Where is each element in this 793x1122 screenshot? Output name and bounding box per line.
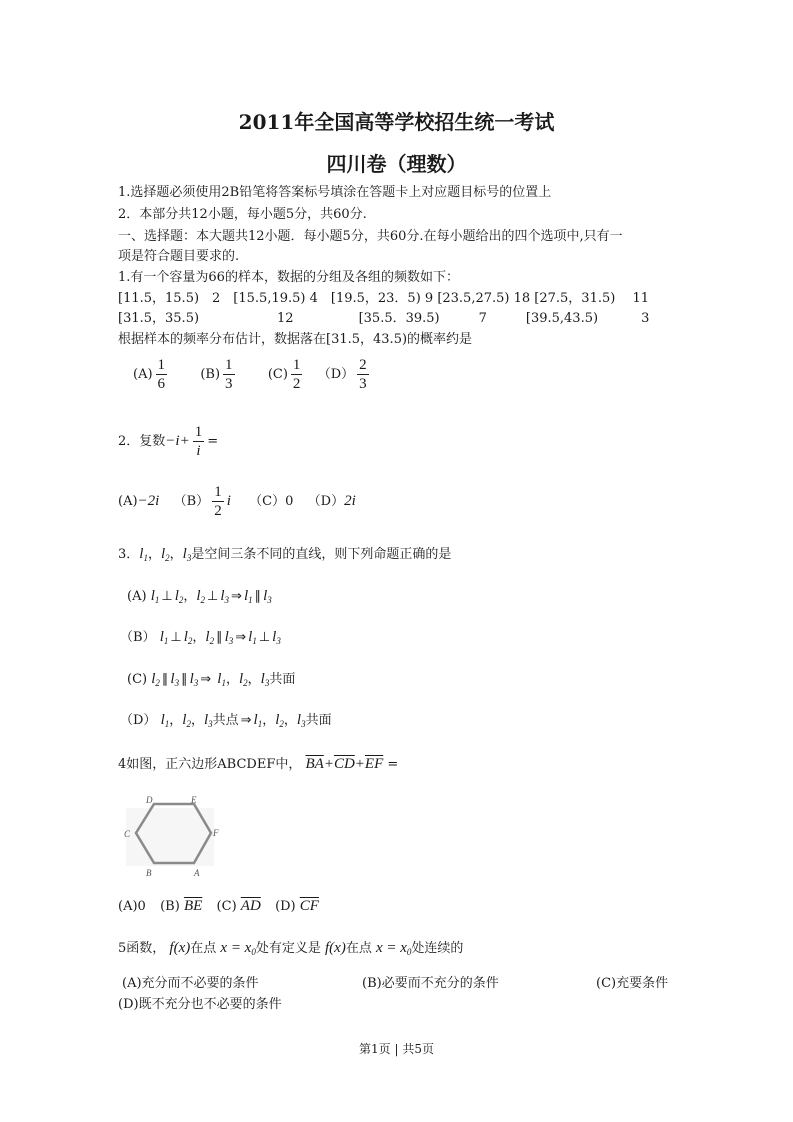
q2-option-b: （B） $\frac{1}{2}$ i [173,484,231,519]
intro-line-4: 项是符合题目要求的. [118,249,240,264]
q2-option-a: (A)−2i [118,493,160,509]
q3-stem: 3．$l_1$，$l_2$，$l_3$是空间三条不同的直线，则下列命题正确的是 [118,546,452,563]
q1-ask: 根据样本的频率分布估计，数据落在[31.5，43.5)的概率约是 [118,332,473,347]
intro-line-3: 一、选择题：本大题共12小题．每小题5分，共60分.在每小题给出的四个选项中,只有一 [118,229,623,244]
q2-option-d: （D）2i [307,493,356,509]
q3-option-a: (A) $l_1$ ⊥ $l_2$，$l_2$ ⊥ $l_3$ ⇒ $l_1$ ∥ $l_3$ [127,588,272,605]
q4-option-c: (C) $\overline{AD}$ [216,898,261,914]
q1-stem: 1.有一个容量为66的样本，数据的分组及各组的频数如下： [118,270,459,285]
q1-data-row-1: [11.5，15.5) 2 [15.5,19.5) 4 [19.5，23．5) 9 [23.5,27.5) 18 [27.5，31.5) 11 [118,291,649,306]
intro-line-1: 1.选择题必须使用2B铅笔将答案标号填涂在答题卡上对应题目标号的位置上 [118,185,552,200]
page-footer: 第1页 | 共5页 [359,1042,434,1056]
q2-options [118,483,356,520]
q2-stem: 2．复数−i+ $\frac{1}{i}$ = [118,424,219,459]
q2-option-c: （C）0 [249,494,294,509]
q3-option-b: （B） $l_1$ ⊥ $l_2$，$l_2$ ∥ $l_3$ ⇒ $l_1$ ⊥ $l_3$ [120,629,281,646]
hex-label-d: D [146,795,153,805]
q4-option-b: (B) $\overline{BE}$ [160,898,203,914]
hexagon-figure [114,792,226,880]
q4-option-a: (A)0 [118,899,146,914]
hex-label-b: B [146,868,152,878]
q1-options [133,356,372,393]
q4-options [118,898,319,915]
q5-stem: 5函数， f(x)在点 $x = x_0$处有定义是 f(x)在点 $x = x_0$处连续的 [118,940,464,957]
intro-line-2: 2．本部分共12小题，每小题5分，共60分. [118,207,367,222]
q5-option-c: (C)充要条件 [596,976,669,991]
q5-option-b: (B)必要而不充分的条件 [362,976,499,991]
exam-subtitle: 四川卷（理数） [326,152,467,176]
hex-label-e: E [191,795,197,805]
q4-stem: 4如图，正六边形ABCDEF中， $\overline{BA}+\overline{CD}+\overline{EF}$ = [118,756,399,772]
hex-label-a: A [194,868,200,878]
q5-option-a: (A)充分而不必要的条件 [122,976,259,991]
hex-label-c: C [124,829,131,839]
q4-option-d: (D) $\overline{CF}$ [275,898,319,914]
q1-option-a: (A) $\frac{1}{6}$ [133,357,166,392]
q1-option-d: （D） $\frac{2}{3}$ [317,357,367,392]
q1-data-row-2: [31.5，35.5) 12 [35.5．39.5) 7 [39.5,43.5) 3 [118,311,650,326]
exam-title: 2011年全国高等学校招生统一考试 [238,110,555,134]
q3-option-d: （D） $l_1$，$l_2$，$l_3$共点 ⇒ $l_1$，$l_2$，$l_3$共面 [120,712,332,729]
q5-option-d: (D)既不充分也不必要的条件 [118,997,282,1012]
q1-option-c: (C) $\frac{1}{2}$ [267,357,301,392]
q1-option-b: (B) $\frac{1}{3}$ [200,357,233,392]
q3-option-c: (C) $l_2$ ∥ $l_3$ ∥ $l_3$ ⇒ $l_1$，$l_2$，$l_3$共面 [127,671,296,688]
hex-label-f: F [213,828,219,838]
